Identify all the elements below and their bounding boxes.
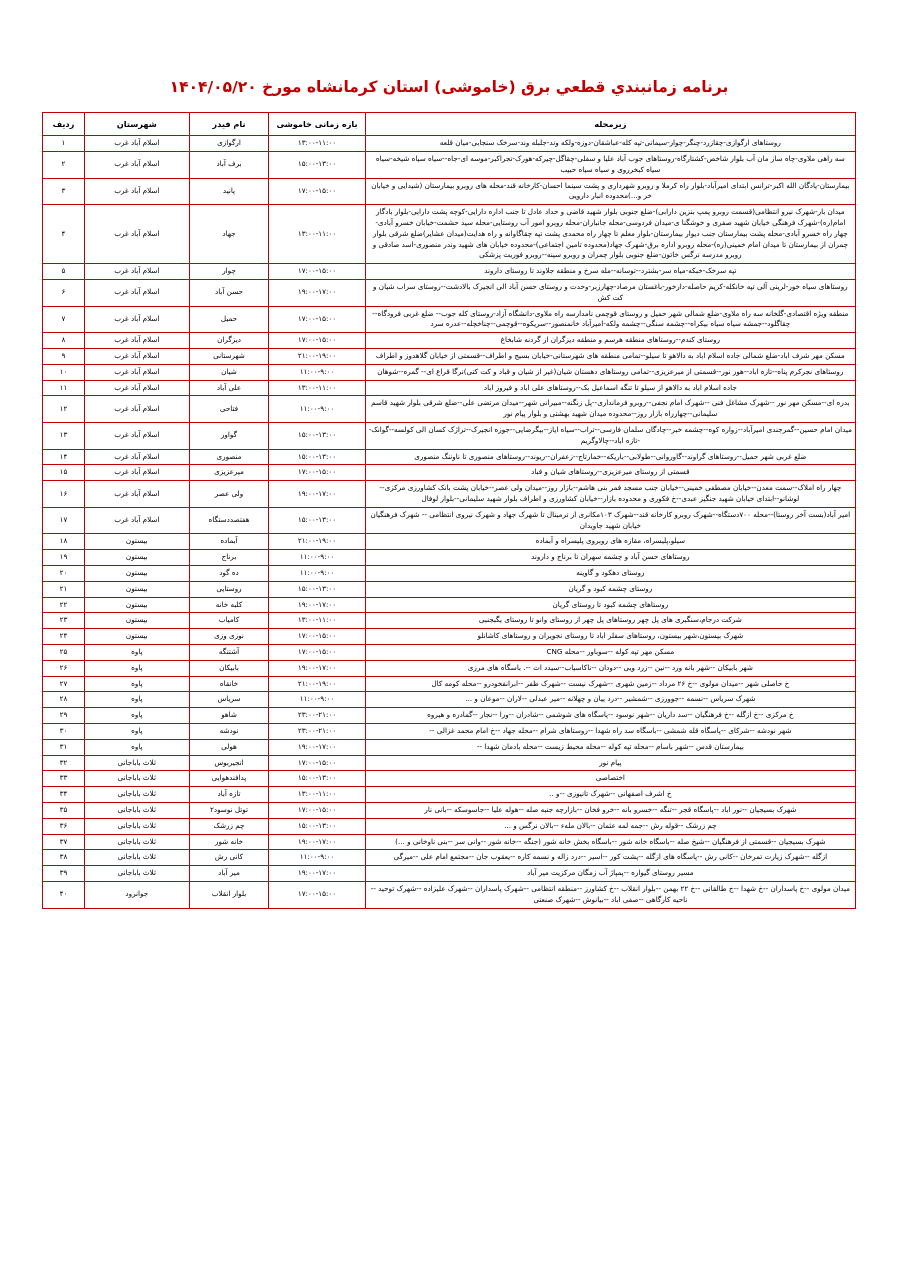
cell-feeder: شاهو <box>189 708 269 724</box>
cell-city: اسلام آباد غرب <box>84 333 189 349</box>
table-row <box>43 834 856 850</box>
cell-time-range: ۱۵:۰۰-۱۳:۰۰ <box>269 507 365 534</box>
cell-city: اسلام آباد غرب <box>84 449 189 465</box>
cell-city: اسلام آباد غرب <box>84 364 189 380</box>
cell-city: پاوه <box>84 692 189 708</box>
table-row <box>43 802 856 818</box>
cell-feeder: خانقاه <box>189 676 269 692</box>
cell-time-range: ۲۳:۰۰-۲۱:۰۰ <box>269 723 365 739</box>
cell-city: بیستون <box>84 613 189 629</box>
outage-schedule-table <box>42 112 856 909</box>
table-row <box>43 306 856 333</box>
table-row <box>43 152 856 179</box>
cell-time-range: ۱۳:۰۰-۱۱:۰۰ <box>269 787 365 803</box>
cell-row-number: ۱۹ <box>43 550 85 566</box>
cell-city: ثلاث باباجانی <box>84 866 189 882</box>
cell-row-number: ۳ <box>43 178 85 205</box>
cell-zirmahale: اختصاصی <box>365 771 855 787</box>
cell-feeder: حسن آباد <box>189 280 269 307</box>
cell-time-range: ۱۷:۰۰-۱۵:۰۰ <box>269 306 365 333</box>
table-row <box>43 629 856 645</box>
cell-row-number: ۱۷ <box>43 507 85 534</box>
cell-zirmahale: منطقه ویژه اقتصادی-گلخانه سه راه ملاوی-ضلع شمالی شهر حمیل و روستای قوچمی نامدارسه راه ملاوی-دانشگاه آزاد-روستای کله جوب-- ضلع غربی فرودگاه--چقاگلود--جمشه سیاه سیاه بیکراه--چشمه سنگی--چشمه ولکه-امیرآباد خانمنصور--سریکوه--قوچمی--چناخچله--عدره سرد <box>365 306 855 333</box>
cell-zirmahale: روستاهای چشمه کبود تا روستای گریان <box>365 597 855 613</box>
cell-row-number: ۳۸ <box>43 850 85 866</box>
cell-time-range: ۱۹:۰۰-۱۷:۰۰ <box>269 481 365 508</box>
cell-city: اسلام آباد غرب <box>84 178 189 205</box>
cell-city: پاوه <box>84 644 189 660</box>
cell-zirmahale: شهرک سریاس --نسمه --جوورزی --شمشیر --درد ییان و چهلانه --میر عبدلی --لاران --موعان و ... <box>365 692 855 708</box>
table-row <box>43 264 856 280</box>
cell-city: ثلاث باباجانی <box>84 755 189 771</box>
cell-city: پاوه <box>84 660 189 676</box>
table-row <box>43 644 856 660</box>
table-row <box>43 364 856 380</box>
cell-zirmahale: بیمارستان قدس --شهر باسام --محله تپه کوله --محله محیط زیست --محله بادمان شهدا -- <box>365 739 855 755</box>
cell-row-number: ۱ <box>43 136 85 152</box>
table-row <box>43 481 856 508</box>
cell-feeder: دیزگران <box>189 333 269 349</box>
cell-city: ثلاث باباجانی <box>84 771 189 787</box>
cell-time-range: ۱۹:۰۰-۱۷:۰۰ <box>269 660 365 676</box>
cell-city: اسلام آباد غرب <box>84 136 189 152</box>
cell-feeder: کانی رش <box>189 850 269 866</box>
cell-city: جوانرود <box>84 881 189 908</box>
cell-city: اسلام آباد غرب <box>84 507 189 534</box>
cell-zirmahale: مسکن مهر تپه کوله --سوباور --محله CNG <box>365 644 855 660</box>
cell-row-number: ۳۱ <box>43 739 85 755</box>
cell-city: بیستون <box>84 534 189 550</box>
cell-zirmahale: بیمارستان-یادگان الله اکبر-ترانس ابتدای امیرآباد-بلوار راه کرملا و روبرو شهرداری و پشت سینما احسان-کارخانه قند-محله های روبرو بیمارستان (شیدایی و خیابان خر و...)محدوده انبار دارویی <box>365 178 855 205</box>
cell-zirmahale: قسمتی از روستای میرعزیزی--روستاهای شیان و قباد <box>365 465 855 481</box>
cell-zirmahale: روستاهای نجرکرم پناه--تازه اباد--هور نور--قسمتی از میرعزیزی--تمامی روستاهای دهستان شیان(غیر از شیان و قباد و کت کتی)نرگا قراع ای-- گمره--شوهان <box>365 364 855 380</box>
cell-city: بیستون <box>84 566 189 582</box>
cell-feeder: شیان <box>189 364 269 380</box>
cell-feeder: میرعزیزی <box>189 465 269 481</box>
cell-row-number: ۸ <box>43 333 85 349</box>
cell-time-range: ۱۷:۰۰-۱۵:۰۰ <box>269 755 365 771</box>
table-row <box>43 333 856 349</box>
cell-zirmahale: خ اشرف اصفهانی --شهرک تانیوزی --و .. <box>365 787 855 803</box>
cell-row-number: ۹ <box>43 349 85 365</box>
table-row <box>43 771 856 787</box>
table-row <box>43 534 856 550</box>
cell-time-range: ۱۵:۰۰-۱۳:۰۰ <box>269 423 365 450</box>
cell-feeder: میر آباد <box>189 866 269 882</box>
cell-row-number: ۱۳ <box>43 423 85 450</box>
column-header-feeder: نام فیدر <box>189 113 269 136</box>
cell-city: ثلاث باباجانی <box>84 787 189 803</box>
cell-row-number: ۶ <box>43 280 85 307</box>
cell-time-range: ۱۷:۰۰-۱۵:۰۰ <box>269 465 365 481</box>
cell-time-range: ۱۹:۰۰-۱۷:۰۰ <box>269 834 365 850</box>
cell-time-range: ۱۹:۰۰-۱۷:۰۰ <box>269 597 365 613</box>
cell-time-range: ۱۷:۰۰-۱۵:۰۰ <box>269 629 365 645</box>
cell-zirmahale: بدره ای--مسکن مهر نور --شهرک مشاغل فنی --شهرک امام نجفی--روبرو فرمانداری--پل زنگنه--مبیرانی شهر--میدان مرتضی علی--ضلع شرقی بلوار شهید قاسم سلیمانی--چهارراه بازار روز--محدوده میدان شهید بهشتی و بلوار پیام نور <box>365 396 855 423</box>
cell-row-number: ۲۲ <box>43 597 85 613</box>
cell-feeder: توتل نوسود۲ <box>189 802 269 818</box>
table-row <box>43 660 856 676</box>
cell-feeder: چم زرشک <box>189 818 269 834</box>
cell-time-range: ۱۹:۰۰-۱۷:۰۰ <box>269 866 365 882</box>
cell-row-number: ۲۹ <box>43 708 85 724</box>
table-row <box>43 692 856 708</box>
cell-feeder: سریاس <box>189 692 269 708</box>
cell-city: اسلام آباد غرب <box>84 349 189 365</box>
cell-city: اسلام آباد غرب <box>84 205 189 264</box>
cell-zirmahale: شهرک بیستون،شهر بیستون، روستاهای سفلر اباد تا روستای نجویران و روستاهای کاشانلو <box>365 629 855 645</box>
cell-time-range: ۱۳:۰۰-۱۱:۰۰ <box>269 613 365 629</box>
cell-row-number: ۱۸ <box>43 534 85 550</box>
table-row <box>43 349 856 365</box>
cell-city: اسلام آباد غرب <box>84 380 189 396</box>
cell-feeder: تازه آباد <box>189 787 269 803</box>
cell-feeder: نودشه <box>189 723 269 739</box>
cell-zirmahale: روستاهای ارگوازی-چقازرد-چنگر-چوار-سیمانی-تپه کله-عباشقان-دوزه-ولکه وند-جلبله وند-سرخک سنجابی-میان قلعه <box>365 136 855 152</box>
cell-feeder: خانه شور <box>189 834 269 850</box>
table-row <box>43 423 856 450</box>
cell-zirmahale: روستاهای سیاه خور-لرینی آلی تپه خانکله-کریم حاصله-دارخور-باغستان مرصاد-چهارزبر-وحدت و روستای حسن آباد الی انجیرک بالادشت--روستای سراب شیان و کت کش <box>365 280 855 307</box>
table-row <box>43 597 856 613</box>
cell-city: بیستون <box>84 597 189 613</box>
cell-feeder: منصوری <box>189 449 269 465</box>
cell-zirmahale: چم زرشک --قوله رش --جمه لمه عثمان --بالان ملهء --بالان نرگس و ... <box>365 818 855 834</box>
cell-feeder: پانید <box>189 178 269 205</box>
cell-row-number: ۴ <box>43 205 85 264</box>
cell-row-number: ۲۱ <box>43 581 85 597</box>
cell-feeder: علی آباد <box>189 380 269 396</box>
table-row <box>43 178 856 205</box>
table-row <box>43 550 856 566</box>
table-row <box>43 205 856 264</box>
cell-row-number: ۲۳ <box>43 613 85 629</box>
cell-city: بیستون <box>84 581 189 597</box>
cell-feeder: ولی عصر <box>189 481 269 508</box>
table-row <box>43 449 856 465</box>
cell-time-range: ۱۹:۰۰-۱۷:۰۰ <box>269 280 365 307</box>
cell-row-number: ۷ <box>43 306 85 333</box>
cell-time-range: ۱۷:۰۰-۱۵:۰۰ <box>269 802 365 818</box>
cell-feeder: جهاد <box>189 205 269 264</box>
cell-time-range: ۱۵:۰۰-۱۳:۰۰ <box>269 771 365 787</box>
cell-city: بیستون <box>84 550 189 566</box>
table-row <box>43 507 856 534</box>
cell-time-range: ۱۵:۰۰-۱۳:۰۰ <box>269 449 365 465</box>
cell-zirmahale: امیر آباد(بست آخر روستا)--محله ۷۰۰دستگاه--شهرک روبرو کارخانه قند--شهرک ۱۰۳مکانری از ترمینال تا شهرک جهاد و شهرک نیروی انتظامی -- شهرک فرهنگیان خیابان شهید جاویدان <box>365 507 855 534</box>
cell-city: پاوه <box>84 676 189 692</box>
cell-time-range: ۲۳:۰۰-۲۱:۰۰ <box>269 708 365 724</box>
cell-zirmahale: شرکت درجام،سنگبری های پل چهر روستاهای پل چهر از روستای وانو تا روستای یگبجنبی <box>365 613 855 629</box>
table-row <box>43 850 856 866</box>
cell-time-range: ۱۳:۰۰-۱۱:۰۰ <box>269 136 365 152</box>
cell-zirmahale: شهرک بسیجیان --قسمتی از فرهنگیان --شیخ صله --باسگاه خانه شور --باسگاه بخش خانه شور (جنگه --خانه شور --وانی سر --بنی ناوخانی و ...) <box>365 834 855 850</box>
cell-row-number: ۲۶ <box>43 660 85 676</box>
cell-feeder: کلبه خانه <box>189 597 269 613</box>
cell-zirmahale: روستای دهکود و گاوینه <box>365 566 855 582</box>
table-row <box>43 755 856 771</box>
cell-zirmahale: چهار راه املاک--سمت معدن--خیابان مصطفی خمینی--خیابان جنب مسجد قمر بنی هاشم--بازار روز--میدان ولی عصر--خیابان پشت بانک کشاورزی مرکزی-- لوشانو--ابتدای خیابان شهید جنگیز عبدی--خ فکوری و محدوده بازار--خیابان کشاورزی و اطراف بلوار شهید سلیمانی--بلوار لوفال <box>365 481 855 508</box>
cell-zirmahale: مسیر روستای گیواره --پمپاژ آب زمگان مرکزیت میر آباد <box>365 866 855 882</box>
cell-feeder: گواور <box>189 423 269 450</box>
cell-feeder: کامیاب <box>189 613 269 629</box>
cell-row-number: ۲۷ <box>43 676 85 692</box>
cell-row-number: ۱۴ <box>43 449 85 465</box>
cell-row-number: ۳۰ <box>43 723 85 739</box>
table-row <box>43 818 856 834</box>
cell-time-range: ۱۷:۰۰-۱۵:۰۰ <box>269 644 365 660</box>
cell-feeder: برف آباد <box>189 152 269 179</box>
table-row <box>43 723 856 739</box>
cell-time-range: ۲۱:۰۰-۱۹:۰۰ <box>269 676 365 692</box>
cell-time-range: ۲۱:۰۰-۱۹:۰۰ <box>269 349 365 365</box>
cell-city: اسلام آباد غرب <box>84 264 189 280</box>
cell-time-range: ۱۹:۰۰-۱۷:۰۰ <box>269 739 365 755</box>
table-header <box>43 113 856 136</box>
table-row <box>43 396 856 423</box>
cell-zirmahale: سه راهی ملاوی-چاه ساز مان آب بلوار شاخص-کشتارگاه-روستاهای جوب آباد علیا و سفلی-چقاگل-چیرکه-هورک-تجراکبر-موسه ای-جاه--سیاه سیاه شیخه-سیاه سیاه کبخرروی و سیاه سیاه حبیب <box>365 152 855 179</box>
cell-city: پاوه <box>84 739 189 755</box>
cell-time-range: ۲۱:۰۰-۱۹:۰۰ <box>269 534 365 550</box>
table-row <box>43 676 856 692</box>
cell-time-range: ۱۳:۰۰-۱۱:۰۰ <box>269 205 365 264</box>
cell-zirmahale: شهر بابیکان --شهر بانه ورد --نین --زرد ویی --دودان --ناکاسیاب--سیدد ات --. باسگاه های مرزی <box>365 660 855 676</box>
table-row <box>43 566 856 582</box>
cell-zirmahale: جاده اسلام اباد به دالاهو از سیلو تا تنگه اسماعیل بک--روستاهای علی اباد و فیروز اباد <box>365 380 855 396</box>
cell-feeder: روستایی <box>189 581 269 597</box>
cell-zirmahale: میدان امام حسین--گمرجندی امیرآباد--زواره کوه--چشمه خبر--چادگان سلمان فارسی--تراب--سیاه ایاز--بیگرضایی--جوزه انجیرک--تراژک کسان الی کولسه--گوانک--تازه اباد--چالاوگریم <box>365 423 855 450</box>
cell-time-range: ۱۱:۰۰-۹:۰۰ <box>269 850 365 866</box>
cell-feeder: ده گود <box>189 566 269 582</box>
cell-zirmahale: خ حاصلی شهر --میدان مولوی --خ ۲۶ مرداد --زمین شهری --شهرک نیست --شهرک ظفر --ابرانفخودرو --محله کومه کال <box>365 676 855 692</box>
cell-time-range: ۱۷:۰۰-۱۵:۰۰ <box>269 333 365 349</box>
cell-city: پاوه <box>84 708 189 724</box>
cell-zirmahale: سیلو،پلیسراه، مقازه های روبروی پلیسراه و آبماده <box>365 534 855 550</box>
table-row <box>43 465 856 481</box>
cell-feeder: حمیل <box>189 306 269 333</box>
table-row <box>43 708 856 724</box>
cell-feeder: پدافندهوایی <box>189 771 269 787</box>
cell-time-range: ۱۵:۰۰-۱۳:۰۰ <box>269 818 365 834</box>
cell-zirmahale: خ مرکزی --خ ازگله --خ فرهنگیان --سد داریان --شهر نوسود --پاسگاه های شوشمی --شادران --ورا --نجار --گمادره و هیروه <box>365 708 855 724</box>
cell-row-number: ۳۷ <box>43 834 85 850</box>
cell-zirmahale: شهر نودشه --شرکای --پاسگاه قله شمشی --باسگاه سد راه شهدا --روستاهای شرام --محله جهاد --خ امام محمد غزالی -- <box>365 723 855 739</box>
cell-zirmahale: روستای کندم--روستاهای منطقه هرسم و منطقه دیزگران از گردنه شابخاغ <box>365 333 855 349</box>
table-row <box>43 787 856 803</box>
cell-feeder: آبماده <box>189 534 269 550</box>
cell-zirmahale: تپه سرخک-خبکه-میاه سر-بشترد--توسانه--مله سرخ و منطقه جلاوند تا روستای داروند <box>365 264 855 280</box>
cell-time-range: ۱۱:۰۰-۹:۰۰ <box>269 364 365 380</box>
cell-row-number: ۳۶ <box>43 818 85 834</box>
cell-zirmahale: روستای چشمه کبود و گریان <box>365 581 855 597</box>
column-header-city: شهرستان <box>84 113 189 136</box>
cell-time-range: ۱۱:۰۰-۹:۰۰ <box>269 566 365 582</box>
column-header-time-range: بازه زمانی خاموشی <box>269 113 365 136</box>
cell-city: اسلام آباد غرب <box>84 306 189 333</box>
cell-zirmahale: میدان مولوی --خ پاسداران --خ شهدا --خ طالقانی --خ ۲۲ بهمن --بلوار انقلاب --خ کشاورز --منطقه انتظامی --شهرک پاسداران --شهرک علیزاده --شهرک توحید --ناحیه کارگاهی --صفی اباد --بیانوش --شهرک صنعتی <box>365 881 855 908</box>
cell-zirmahale: شهرک بسیجیان --نور اباد --پاسگاه قجر --تنگه --خسرو بانه --خرو فخان --بازارچه جنبه صله --هوله علیا --جاسوسکه --بانی نار <box>365 802 855 818</box>
cell-row-number: ۳۲ <box>43 755 85 771</box>
cell-city: ثلاث باباجانی <box>84 802 189 818</box>
cell-time-range: ۱۷:۰۰-۱۵:۰۰ <box>269 264 365 280</box>
cell-zirmahale: روستاهای حسن آباد و چشمه سهران تا برناج و داروند <box>365 550 855 566</box>
cell-city: بیستون <box>84 629 189 645</box>
cell-row-number: ۳۴ <box>43 787 85 803</box>
cell-city: اسلام آباد غرب <box>84 280 189 307</box>
cell-feeder: چوار <box>189 264 269 280</box>
cell-row-number: ۳۵ <box>43 802 85 818</box>
column-header-row-number: ردیف <box>43 113 85 136</box>
table-row <box>43 613 856 629</box>
cell-zirmahale: میدان بار-شهرک نیرو انتظامی(قسمت روبرو پمپ بنزین دارابی)-ضلع جنوبی بلوار شهید قاضی و حداد عادل تا جنب اداره دارایی-کوچه پشت دارایی-بلوار بادگار امام(ره)-شهرک فرهنگی خیابان شهید صفری و خوشگنا ی-میدان فردوسی-محله جانباران-محله روبرو امور آب روستایی-محله سید حشمت-خیابان خسرو آبادی-چهار راه خسرو آبادی-محله پشت بیمارستان جنب دیوار بیمارستان-بلوار معلم تا چهار راه محمدی پشت تپه چقاگاوانه و راه هدایت(میدان عشایر)ضلع شرقی بلوار چمران از بیمارستان تا میدان امام خمینی(ره)-محله روبرو اداره برق-شهرک جهاد(محدوده تامین اجتماعی)-محدوده خیابان های شهید وندر منصوری-اسد صادقی و روبرو مدرسه نرگس خاتون-ضلع جنوبی بلوار چمران و روبرو سینه--روبرو فوریت پزشکی <box>365 205 855 264</box>
cell-zirmahale: ازگله --شهرک زیارت تمرخان --کانی رش --پاسگاه های ازگله --پشت کور --اسیر --درد زاله و نسمه کاره --یعقوب جان --مجتمع امام علی --میرگی <box>365 850 855 866</box>
cell-zirmahale: پیام نور <box>365 755 855 771</box>
cell-time-range: ۱۱:۰۰-۹:۰۰ <box>269 692 365 708</box>
table-row <box>43 739 856 755</box>
cell-time-range: ۱۵:۰۰-۱۳:۰۰ <box>269 581 365 597</box>
column-header-zirmahale: زیرمحله <box>365 113 855 136</box>
cell-zirmahale: مسکن مهر شرف اباد-ضلع شمالی جاده اسلام اباد به دالاهو تا سیلو--تمامی منطقه های شهرستانی-خیابان بسیج و اطراف--قسمتی از خیابان گلاهدوز و اطراف <box>365 349 855 365</box>
cell-city: اسلام آباد غرب <box>84 465 189 481</box>
table-row <box>43 136 856 152</box>
cell-time-range: ۱۱:۰۰-۹:۰۰ <box>269 396 365 423</box>
table-header-row <box>43 113 856 136</box>
cell-feeder: ارگوازی <box>189 136 269 152</box>
cell-row-number: ۴۰ <box>43 881 85 908</box>
table-row <box>43 881 856 908</box>
cell-city: اسلام آباد غرب <box>84 152 189 179</box>
cell-city: ثلاث باباجانی <box>84 818 189 834</box>
cell-city: ثلاث باباجانی <box>84 834 189 850</box>
cell-row-number: ۵ <box>43 264 85 280</box>
cell-row-number: ۱۱ <box>43 380 85 396</box>
cell-feeder: نوزی وزی <box>189 629 269 645</box>
table-body <box>43 136 856 908</box>
table-row <box>43 380 856 396</box>
cell-row-number: ۱۵ <box>43 465 85 481</box>
cell-feeder: بابیکان <box>189 660 269 676</box>
cell-row-number: ۲۴ <box>43 629 85 645</box>
cell-city: ثلاث باباجانی <box>84 850 189 866</box>
cell-time-range: ۱۷:۰۰-۱۵:۰۰ <box>269 178 365 205</box>
cell-row-number: ۱۶ <box>43 481 85 508</box>
cell-row-number: ۲ <box>43 152 85 179</box>
cell-row-number: ۲۸ <box>43 692 85 708</box>
cell-feeder: شهرستانی <box>189 349 269 365</box>
cell-city: اسلام آباد غرب <box>84 481 189 508</box>
cell-row-number: ۱۲ <box>43 396 85 423</box>
table-row <box>43 581 856 597</box>
cell-time-range: ۱۱:۰۰-۹:۰۰ <box>269 550 365 566</box>
cell-zirmahale: ضلع غربی شهر حمیل--روستاهای گراوند--گاوروانی--طولابی--باریکه--خمارتاج--زعفران--ریوند--روستاهای منصوری تا ناوننگ منصوری <box>365 449 855 465</box>
cell-feeder: آشتنگه <box>189 644 269 660</box>
cell-row-number: ۱۰ <box>43 364 85 380</box>
cell-time-range: ۱۷:۰۰-۱۵:۰۰ <box>269 881 365 908</box>
cell-feeder: برناج <box>189 550 269 566</box>
cell-feeder: هفتصددستگاه <box>189 507 269 534</box>
table-row <box>43 280 856 307</box>
cell-time-range: ۱۵:۰۰-۱۳:۰۰ <box>269 152 365 179</box>
page-title: برنامه زمانبندي قطعي برق (خاموشی) استان کرمانشاه مورخ ۱۴۰۴/۰۵/۲۰ <box>169 78 729 96</box>
cell-city: اسلام آباد غرب <box>84 423 189 450</box>
cell-city: اسلام آباد غرب <box>84 396 189 423</box>
cell-city: پاوه <box>84 723 189 739</box>
cell-row-number: ۲۵ <box>43 644 85 660</box>
cell-row-number: ۲۰ <box>43 566 85 582</box>
cell-feeder: هولی <box>189 739 269 755</box>
cell-row-number: ۳۹ <box>43 866 85 882</box>
table-row <box>43 866 856 882</box>
cell-feeder: بلوار انقلاب <box>189 881 269 908</box>
cell-feeder: فتاحی <box>189 396 269 423</box>
cell-feeder: انجیربوس <box>189 755 269 771</box>
cell-row-number: ۳۳ <box>43 771 85 787</box>
cell-time-range: ۱۳:۰۰-۱۱:۰۰ <box>269 380 365 396</box>
